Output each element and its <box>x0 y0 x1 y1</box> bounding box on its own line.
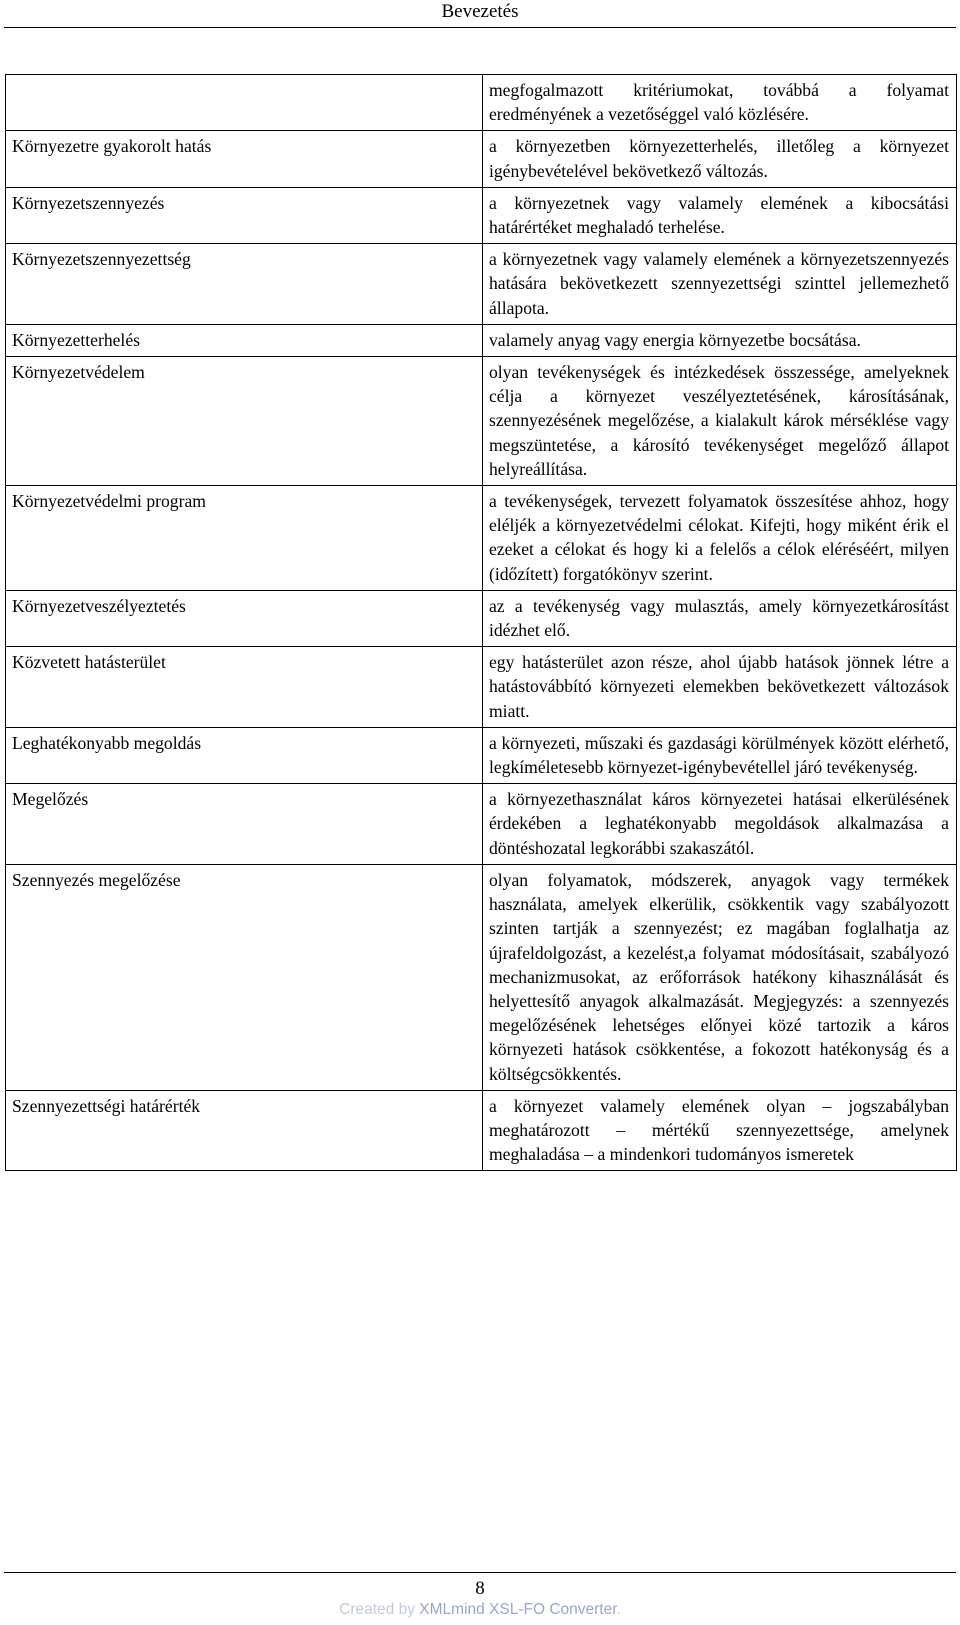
glossary-row <box>6 75 957 131</box>
glossary-row <box>6 324 957 356</box>
glossary-definition: a környezeti, műszaki és gazdasági körülmények között elérhető, legkíméletesebb környezet-igénybevétellel járó tevékenység. <box>483 727 957 783</box>
page-number-text: 8 <box>475 1578 485 1599</box>
glossary-row <box>6 864 957 1090</box>
glossary-row <box>6 727 957 783</box>
glossary-definition: olyan folyamatok, módszerek, anyagok vagy termékek használata, amelyek elkerülik, csökkentik vagy szabályozott szinten tartják a szennyezést; ez magában foglalhatja az újrafeldolgozást, a kezelést,a folyamat módosításait, szabályozó mechanizmusokat, az erőforrások hatékony kihasználását és helyettesítő anyagok alkalmazását. Megjegyzés: a szennyezés megelőzésének lehetséges előnyei közé tartozik a káros környezeti hatások csökkentése, a fokozott hatékonyság és a költségcsökkentés. <box>483 864 957 1090</box>
watermark-prefix: Created by <box>339 1601 420 1618</box>
glossary-row <box>6 131 957 187</box>
glossary-term: Közvetett hatásterület <box>6 647 483 728</box>
glossary-definition: a környezetnek vagy valamely elemének a környezetszennyezés hatására bekövetkezett szennyezettségi szinttel jellemezhető állapota. <box>483 244 957 325</box>
glossary-term: Környezetszennyezés <box>6 187 483 243</box>
page-header-title: Bevezetés <box>441 1 519 22</box>
watermark-suffix: . <box>616 1601 621 1618</box>
glossary-row <box>6 647 957 728</box>
glossary-definition: a környezetben környezetterhelés, illetőleg a környezet igénybevételével bekövetkező változás. <box>483 131 957 187</box>
glossary-row <box>6 486 957 591</box>
glossary-term: Leghatékonyabb megoldás <box>6 727 483 783</box>
glossary-definition: a tevékenységek, tervezett folyamatok összesítése ahhoz, hogy eléljék a környezetvédelmi célokat. Kifejti, hogy miként érik el ezeket a célokat és hogy ki a felelős a célok eléréséért, milyen (időzített) forgatókönyv szerint. <box>483 486 957 591</box>
footer-divider <box>4 1572 956 1573</box>
glossary-term: Megelőzés <box>6 784 483 865</box>
glossary-term: Környezetterhelés <box>6 324 483 356</box>
glossary-row <box>6 1090 957 1171</box>
converter-watermark <box>0 1600 960 1620</box>
glossary-definition: olyan tevékenységek és intézkedések összessége, amelyeknek célja a környezet veszélyeztetésének, károsításának, szennyezésének megelőzése, a kialakult károk mérséklése vagy megszüntetése, a károsító tevékenységet megelőző állapot helyreállítása. <box>483 357 957 486</box>
glossary-term: Szennyezés megelőzése <box>6 864 483 1090</box>
glossary-definition: valamely anyag vagy energia környezetbe bocsátása. <box>483 324 957 356</box>
glossary-term: Környezetvédelem <box>6 357 483 486</box>
glossary-term: Környezetvédelmi program <box>6 486 483 591</box>
glossary-row <box>6 784 957 865</box>
page-header <box>0 0 960 30</box>
page-number <box>0 1577 960 1601</box>
glossary-row <box>6 357 957 486</box>
glossary-row <box>6 244 957 325</box>
glossary-definition: a környezethasználat káros környezetei hatásai elkerülésének érdekében a leghatékonyabb megoldások alkalmazása a döntéshozatal legkorábbi szakaszától. <box>483 784 957 865</box>
glossary-row <box>6 590 957 646</box>
glossary-definition: megfogalmazott kritériumokat, továbbá a folyamat eredményének a vezetőséggel való közlésére. <box>483 75 957 131</box>
glossary-definition: egy hatásterület azon része, ahol újabb hatások jönnek létre a hatástovábbító környezeti elemekben bekövetkezett változások miatt. <box>483 647 957 728</box>
glossary-term: Környezetszennyezettség <box>6 244 483 325</box>
glossary-term: Szennyezettségi határérték <box>6 1090 483 1171</box>
glossary-definition: a környezet valamely elemének olyan – jogszabályban meghatározott – mértékű szennyezettsége, amelynek meghaladása – a mindenkori tudományos ismeretek <box>483 1090 957 1171</box>
glossary-term: Környezetveszélyeztetés <box>6 590 483 646</box>
glossary-term <box>6 75 483 131</box>
watermark-brand-link[interactable]: XMLmind XSL-FO Converter <box>419 1601 617 1618</box>
glossary-term: Környezetre gyakorolt hatás <box>6 131 483 187</box>
glossary-definition: az a tevékenység vagy mulasztás, amely környezetkárosítást idézhet elő. <box>483 590 957 646</box>
glossary-row <box>6 187 957 243</box>
glossary-table <box>5 74 957 1171</box>
glossary-definition: a környezetnek vagy valamely elemének a kibocsátási határértéket meghaladó terhelése. <box>483 187 957 243</box>
header-divider <box>4 27 956 28</box>
